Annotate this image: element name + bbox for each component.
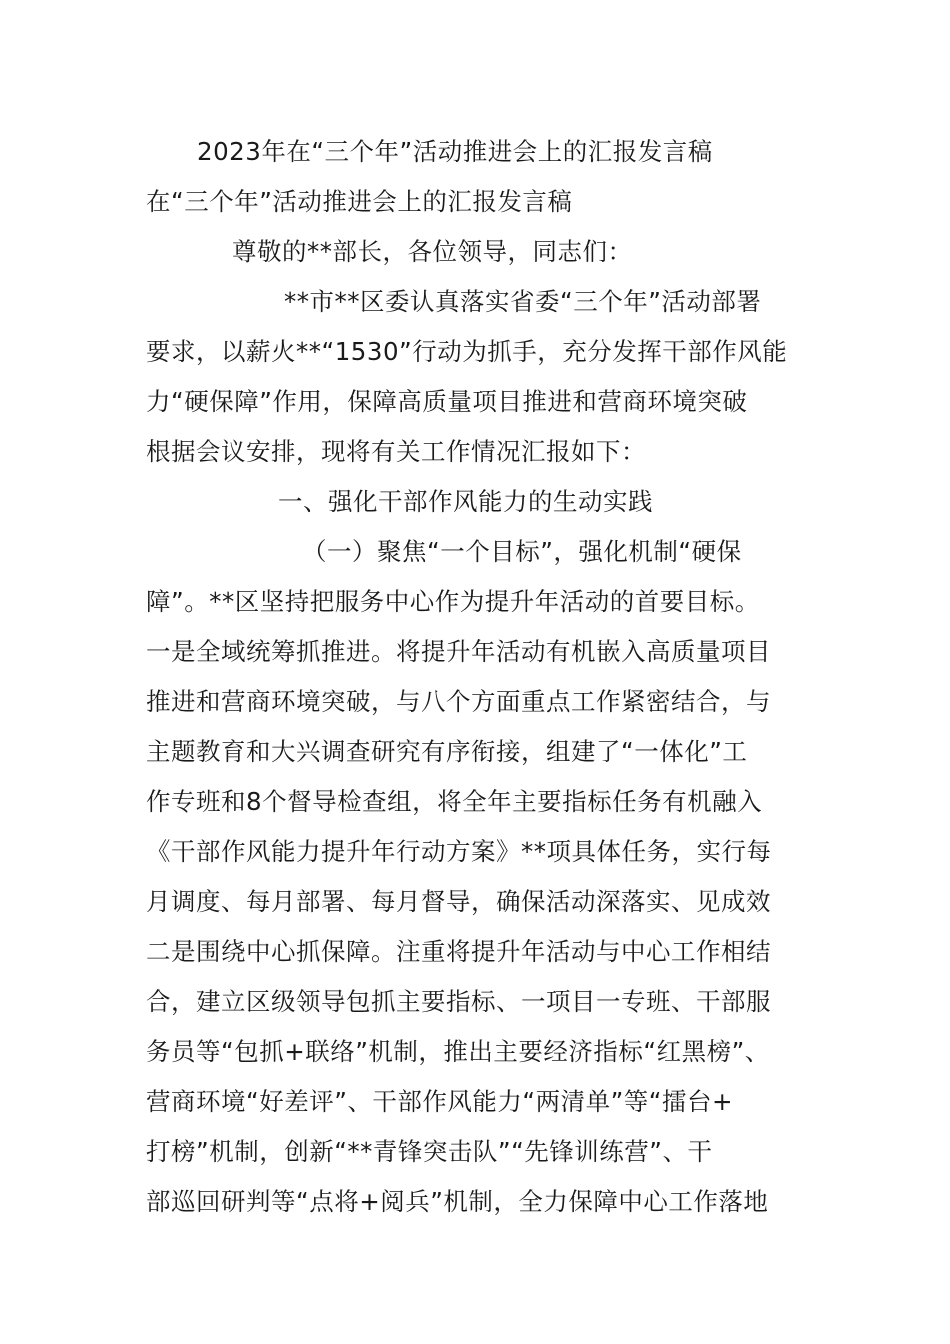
body-line: 合，建立区级领导包抓主要指标、一项目一专班、干部服 [146,987,771,1016]
section-heading: 一、强化干部作风能力的生动实践 [278,487,653,516]
body-line: 障”。**区坚持把服务中心作为提升年活动的首要目标。 [146,587,760,616]
intro-line: 力“硬保障”作用，保障高质量项目推进和营商环境突破 [146,387,748,416]
body-line: 月调度、每月部署、每月督导，确保活动深落实、见成效 [146,887,771,916]
body-line: 营商环境“好差评”、干部作风能力“两清单”等“擂台+ [146,1087,733,1116]
subsection-heading: （一）聚焦“一个目标”，强化机制“硬保 [302,537,742,566]
body-line: 主题教育和大兴调查研究有序衔接，组建了“一体化”工 [146,737,748,766]
body-line: 《干部作风能力提升年行动方案》**项具体任务，实行每 [146,837,772,866]
body-line: 部巡回研判等“点将+阅兵”机制，全力保障中心工作落地 [146,1187,769,1216]
body-line: 二是围绕中心抓保障。注重将提升年活动与中心工作相结 [146,937,771,966]
salutation: 尊敬的**部长，各位领导，同志们： [232,237,633,266]
body-line: 作专班和8个督导检查组，将全年主要指标任务有机融入 [146,787,763,816]
body-line: 务员等“包抓+联络”机制，推出主要经济指标“红黑榜”、 [146,1037,770,1066]
body-line: 打榜”机制，创新“**青锋突击队”“先锋训练营”、干 [146,1137,713,1166]
body-line: 推进和营商环境突破，与八个方面重点工作紧密结合，与 [146,687,771,716]
intro-line: 要求，以薪火**“1530”行动为抓手，充分发挥干部作风能 [146,337,788,366]
body-line: 一是全域统筹抓推进。将提升年活动有机嵌入高质量项目 [146,637,771,666]
document-title: 2023年在“三个年”活动推进会上的汇报发言稿 [197,137,713,166]
document-subtitle: 在“三个年”活动推进会上的汇报发言稿 [146,187,573,216]
intro-line: 根据会议安排，现将有关工作情况汇报如下： [146,437,646,466]
intro-line: **市**区委认真落实省委“三个年”活动部署 [284,287,762,316]
